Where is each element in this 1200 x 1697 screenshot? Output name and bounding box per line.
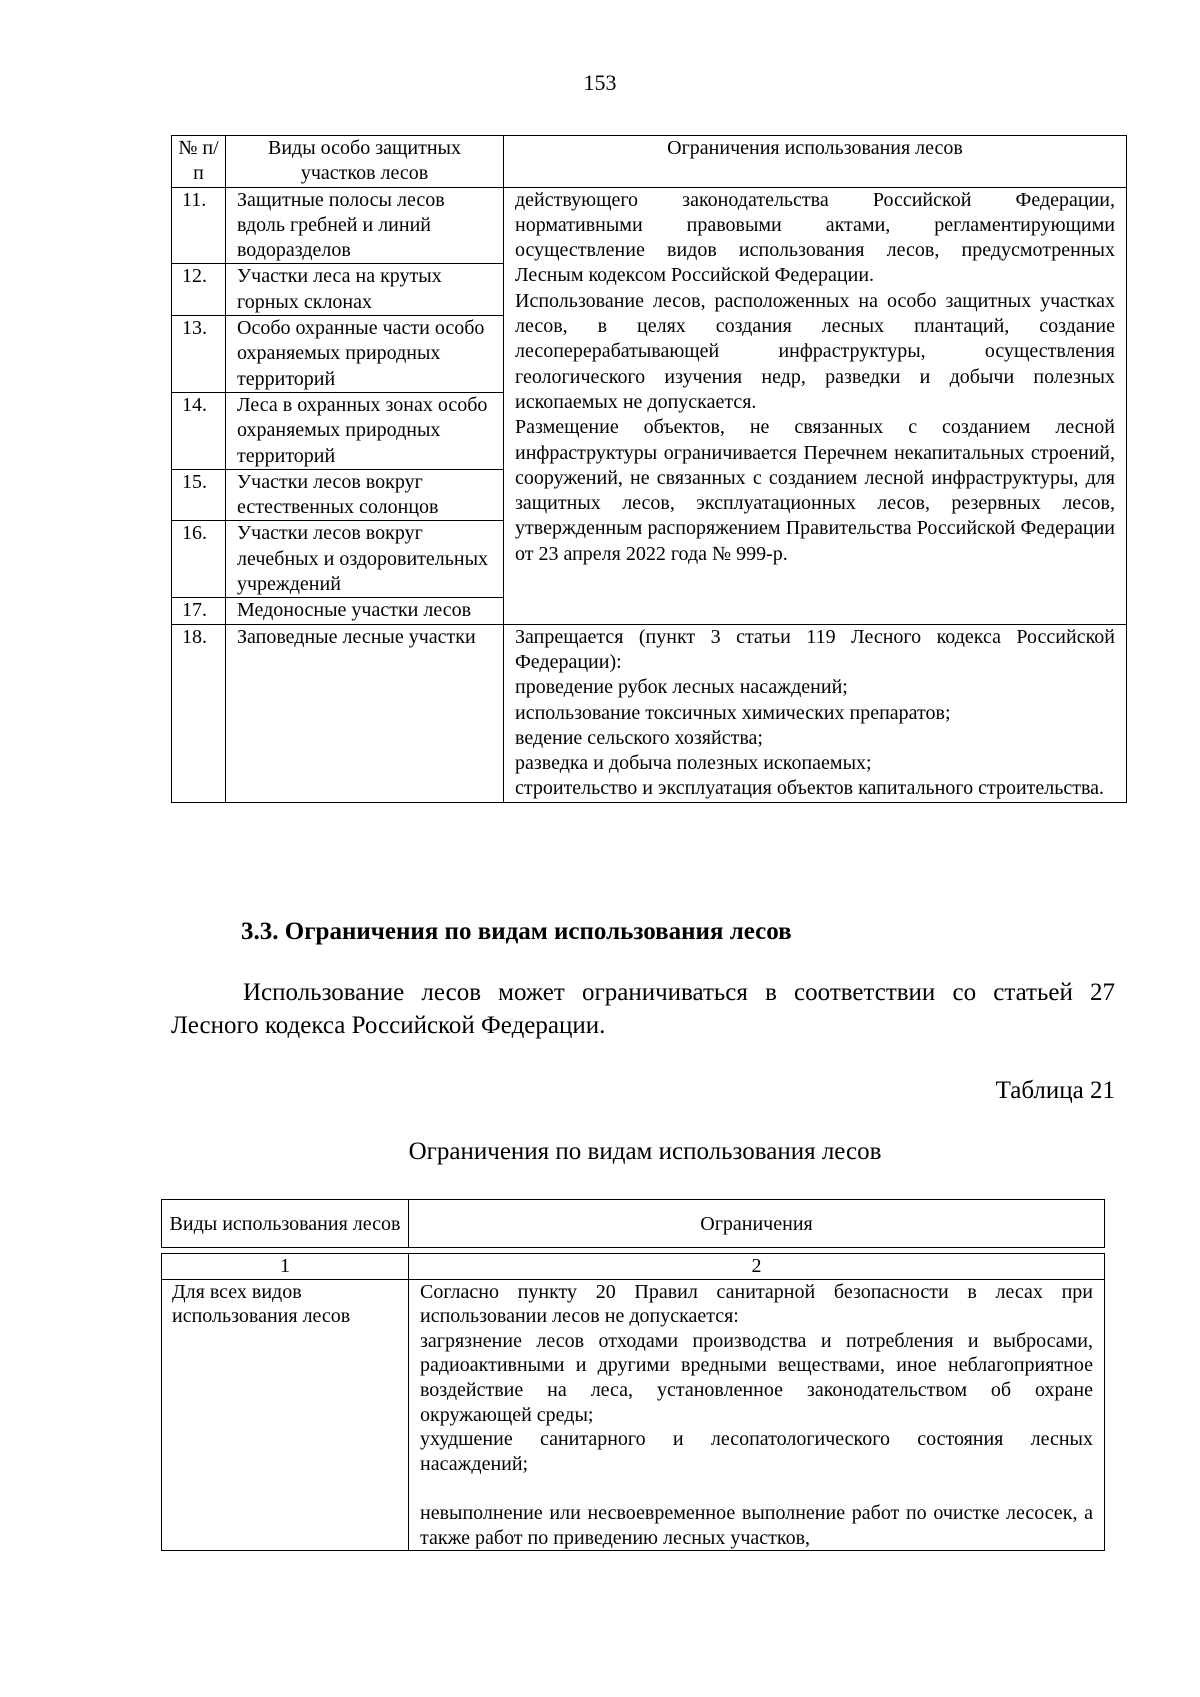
table-title: Ограничения по видам использования лесов xyxy=(408,1138,882,1165)
header-restrictions: Ограничения использования лесов xyxy=(504,136,1127,188)
table-header-row xyxy=(162,1200,1105,1248)
row-kind: Участки лесов вокруг лечебных и оздоровительных учреждений xyxy=(226,521,504,598)
table-header-row xyxy=(172,136,1127,188)
row18-restrictions xyxy=(504,624,1127,802)
row-num: 13. xyxy=(172,316,226,393)
row-kind: Участки лесов вокруг естественных солонцов xyxy=(226,469,504,521)
limit-paragraph: ухудшение санитарного и лесопатологического состояния лесных насаждений; xyxy=(420,1428,1093,1475)
row-kind: Особо охранные части особо охраняемых природных территорий xyxy=(226,316,504,393)
blank-line xyxy=(420,1476,1093,1501)
row-kind: Леса в охранных зонах особо охраняемых природных территорий xyxy=(226,392,504,469)
limit-paragraph: невыполнение или несвоевременное выполнение работ по очистке лесосек, а также работ по приведению лесных участков, xyxy=(420,1501,1093,1549)
row-num: 18. xyxy=(172,624,226,802)
row-kind: Защитные полосы лесов вдоль гребней и линий водоразделов xyxy=(226,187,504,264)
header-limits: Ограничения xyxy=(409,1200,1105,1248)
row-kind: Медоносные участки лесов xyxy=(226,598,504,624)
shared-restrictions-cell xyxy=(504,187,1127,624)
restriction-line: строительство и эксплуатация объектов капитального строительства. xyxy=(515,777,1105,800)
protected-areas-table-continued xyxy=(171,135,1127,803)
row-num: 16. xyxy=(172,521,226,598)
table-label: Таблица 21 xyxy=(995,1077,1115,1104)
section-heading: 3.3. Ограничения по видам использования лесов xyxy=(241,918,792,945)
restriction-paragraph: Использование лесов, расположенных на особо защитных участках лесов, в целях создания лесных плантаций, создание лесоперерабатывающей инфраструктуры, осуществления геологического изучения недр, разведки и добычи полезных ископаемых не допускается. xyxy=(515,289,1115,413)
table21-header xyxy=(161,1199,1105,1248)
page-number: 153 xyxy=(583,70,617,95)
row-limits xyxy=(409,1279,1105,1551)
restriction-line: Запрещается (пункт 3 статьи 119 Лесного кодекса Российской Федерации): xyxy=(515,625,1115,673)
row-kind: Заповедные лесные участки xyxy=(226,624,504,802)
table-row xyxy=(172,187,1127,264)
restriction-line: проведение рубок лесных насаждений; xyxy=(515,676,848,699)
row-kind: Участки леса на крутых горных склонах xyxy=(226,264,504,316)
body-paragraph: Использование лесов может ограничиваться в соответствии со статьей 27 Лесного кодекса Российской Федерации. xyxy=(171,979,1115,1039)
row-use: Для всех видов использования лесов xyxy=(162,1279,409,1551)
row-num: 12. xyxy=(172,264,226,316)
column-number-row xyxy=(162,1254,1105,1280)
table-row xyxy=(172,624,1127,802)
header-num: № п/п xyxy=(172,136,226,188)
row-num: 17. xyxy=(172,598,226,624)
restriction-paragraph: Размещение объектов, не связанных с созданием лесной инфраструктуры ограничивается Перечнем некапитальных строений, сооружений, не связанных с созданием лесной инфраструктуры, для защитных лесов, эксплуатационных лесов, резервных лесов, утвержденным распоряжением Правительства Российской Федерации от 23 апреля 2022 года № 999-р. xyxy=(515,416,1115,565)
column-number: 1 xyxy=(162,1254,409,1280)
limit-paragraph: Согласно пункту 20 Правил санитарной безопасности в лесах при использовании лесов не допускается: xyxy=(420,1280,1093,1328)
row-num: 14. xyxy=(172,392,226,469)
row-num: 15. xyxy=(172,469,226,521)
header-kind: Виды особо защитных участков лесов xyxy=(226,136,504,188)
header-use: Виды использования лесов xyxy=(162,1200,409,1248)
row-num: 11. xyxy=(172,187,226,264)
table-row xyxy=(162,1279,1105,1551)
restriction-line: использование токсичных химических препаратов; xyxy=(515,701,951,724)
restriction-paragraph: действующего законодательства Российской Федерации, нормативными правовыми актами, регламентирующими осуществление видов использования лесов, предусмотренных Лесным кодексом Российской Федерации. xyxy=(515,188,1115,287)
restriction-line: ведение сельского хозяйства; xyxy=(515,726,763,749)
table21-body xyxy=(161,1253,1105,1551)
column-number: 2 xyxy=(409,1254,1105,1280)
restriction-line: разведка и добыча полезных ископаемых; xyxy=(515,752,872,775)
limit-paragraph: загрязнение лесов отходами производства и потребления и выбросами, радиоактивными и другими вредными веществами, иное неблагоприятное воздействие на леса, установленное законодательством об охране окружающей среды; xyxy=(420,1329,1093,1426)
